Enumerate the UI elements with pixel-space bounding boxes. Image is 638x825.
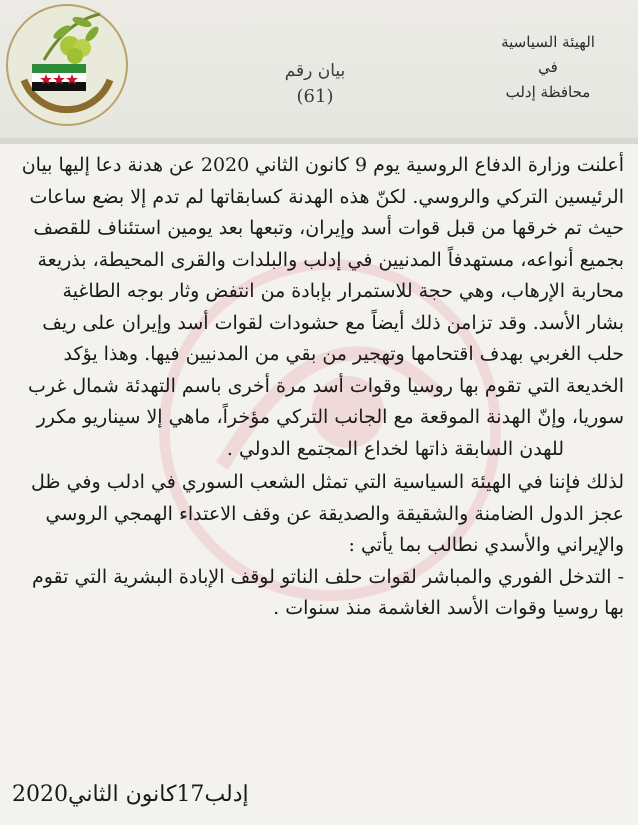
text-line: والإيراني والأسدي نطالب بما يأتي : (348, 534, 624, 556)
text-line: الرئيسين التركي والروسي. لكنّ هذه الهدنة كسابقاتها لم تدم إلا بضع ساعات (29, 185, 624, 208)
letterhead (0, 0, 638, 138)
paragraph-1 (10, 150, 624, 465)
org-line: الهيئة السياسية (501, 33, 595, 51)
text-line: حيث تم خرقها من قبل قوات أسد وإيران، وتبعها بعد يومين استئناف للقصف (33, 217, 624, 239)
olive-branch-emblem-icon (4, 2, 130, 128)
paragraph-2 (10, 467, 624, 625)
statement-body (10, 150, 624, 625)
statement-number: (61) (296, 86, 334, 107)
text-line: أعلنت وزارة الدفاع الروسية يوم 9 كانون الثاني 2020 عن هدنة دعا إليها بيان (21, 154, 624, 176)
text-line: حلب الغربي بهدف اقتحامها وتهجير من بقي من المدنيين فيها. وهذا يؤكد (63, 343, 624, 365)
statement-label: بيان رقم (284, 61, 346, 81)
date-signature: إدلب17كانون الثاني2020 (12, 782, 249, 807)
text-line: لذلك فإننا في الهيئة السياسية التي تمثل الشعب السوري في ادلب وفي ظل (31, 471, 624, 493)
text-line: سوريا، وإنّ الهدنة الموقعة مع الجانب التركي مؤخراً، ماهي إلا سيناريو مكرر (36, 406, 624, 428)
text-line: بها روسيا وقوات الأسد الغاشمة منذ سنوات . (273, 597, 624, 619)
org-line: محافظة إدلب (505, 83, 591, 101)
text-line: محاربة الإرهاب، وهي حجة للاستمرار بإبادة من انتفض وثار بوجه الطاغية (62, 280, 624, 302)
text-line: - التدخل الفوري والمباشر لقوات حلف الناتو لوقف الإبادة البشرية التي تقوم (31, 565, 624, 588)
header-divider (0, 138, 638, 144)
text-line: للهدن السابقة ذاتها لخداع المجتمع الدولي . (226, 437, 564, 460)
text-line: عجز الدول الضامنة والشقيقة والصديقة عن وقف الاعتداء الهمجي الروسي (45, 502, 624, 525)
text-line: بجميع أنواعه، مستهدفاً المدنيين في إدلب والبلدات والقرى المحيطة، بذريعة (37, 248, 624, 271)
organization-name (488, 30, 608, 105)
statement-header (250, 60, 380, 110)
text-line: الخديعة التي تقوم بها روسيا وقوات أسد مرة أخرى باسم التهدئة شمال غرب (27, 374, 624, 397)
org-line: في (538, 58, 558, 76)
text-line: بشار الأسد. وقد تزامن ذلك أيضاً مع حشودات لقوات أسد وإيران على ريف (42, 311, 624, 334)
